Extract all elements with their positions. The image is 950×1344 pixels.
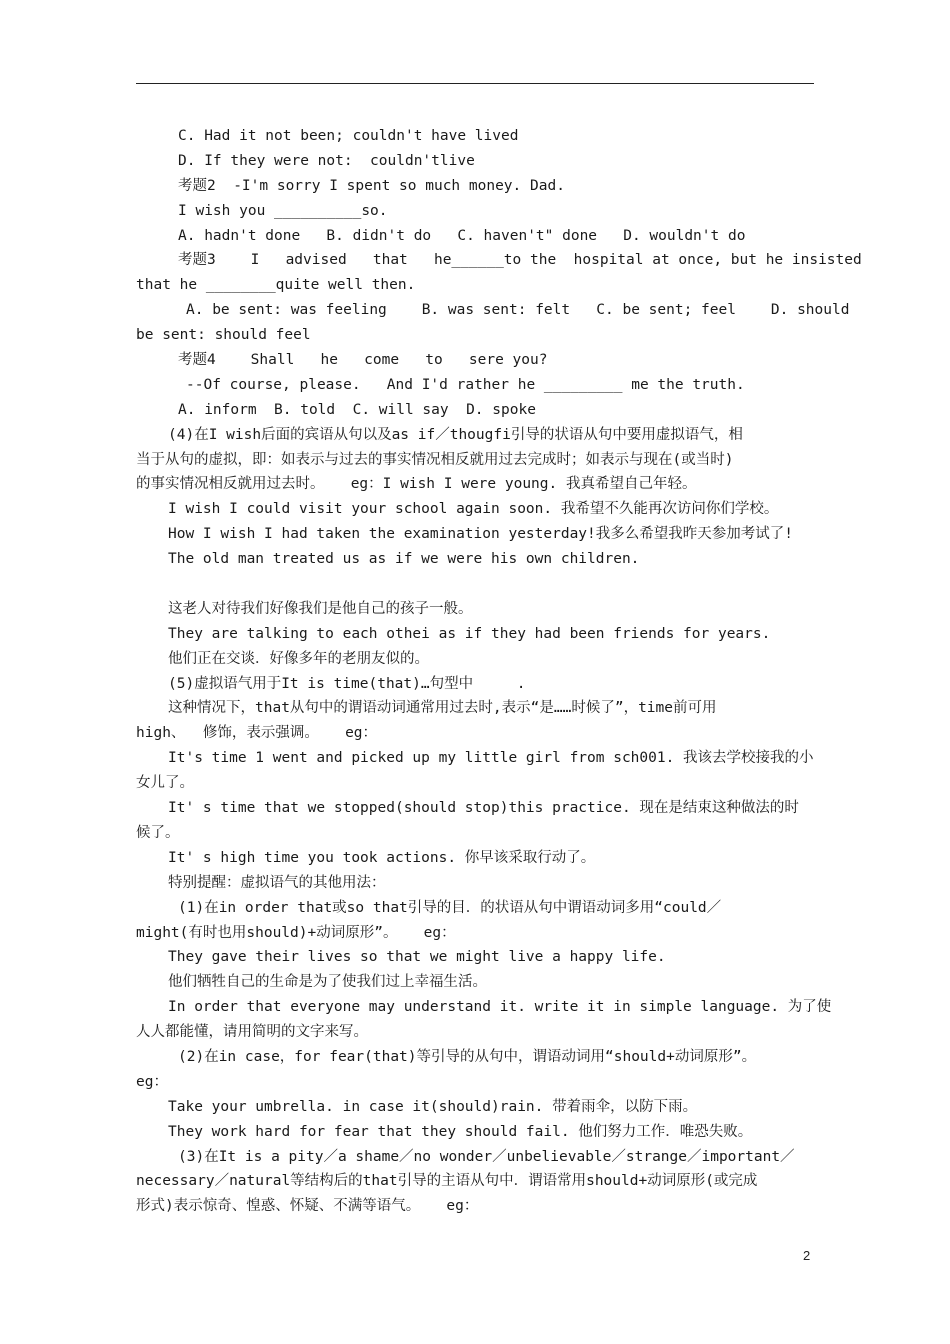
text-line: eg： <box>136 1073 168 1090</box>
text-line: Take your umbrella. in case it(should)rain. 带着雨伞，以防下雨。 <box>168 1098 698 1115</box>
text-line: They gave their lives so that we might live a happy life. <box>168 949 666 966</box>
document-body <box>136 124 862 1219</box>
text-line: might(有时也用should)+动词原形”。 eg： <box>136 924 456 941</box>
text-line: 当于从句的虚拟，即：如表示与过去的事实情况相反就用过去完成时；如表示与现在(或当时) <box>136 451 734 468</box>
text-line: A. hadn't done B. didn't do C. haven't" done D. wouldn't do <box>178 227 746 244</box>
text-line: 的事实情况相反就用过去时。 eg：I wish I were young. 我真希望自己年轻。 <box>136 476 697 493</box>
blank-line <box>136 572 814 597</box>
header-rule <box>136 83 814 84</box>
text-line: 考题4 Shall he come to sere you? <box>178 352 548 369</box>
text-line: 人人都能懂，请用简明的文字来写。 <box>136 1024 368 1041</box>
text-line: 考题3 I advised that he______to the hospital at once, but he insisted <box>178 252 862 269</box>
text-line: A. be sent: was feeling B. was sent: felt C. be sent; feel D. should <box>186 302 850 319</box>
text-line: that he ________quite well then. <box>136 277 416 294</box>
text-line: be sent: should feel <box>136 327 311 344</box>
text-line: (1)在in order that或so that引导的目．的状语从句中谓语动词多用“could／ <box>178 899 722 916</box>
text-line: In order that everyone may understand it. write it in simple language. 为了使 <box>168 999 832 1016</box>
text-line: 女儿了。 <box>136 775 194 792</box>
text-line: (2)在in case，for fear(that)等引导的从句中，谓语动词用“should+动词原形”。 <box>178 1048 757 1065</box>
text-line: D. If they were not: couldn'tlive <box>178 152 475 169</box>
text-line: 这种情况下，that从句中的谓语动词通常用过去时,表示“是……时候了”，time前可用 <box>168 700 717 717</box>
text-line: It' s time that we stopped(should stop)this practice. 现在是结束这种做法的时 <box>168 800 799 817</box>
text-line: A. inform B. told C. will say D. spoke <box>178 401 536 418</box>
text-line: C. Had it not been; couldn't have lived <box>178 128 519 144</box>
text-line: (4)在I wish后面的宾语从句以及as if／thougfi引导的状语从句中要用虚拟语气，相 <box>168 426 743 443</box>
text-line: They work hard for fear that they should fail. 他们努力工作．唯恐失败。 <box>168 1123 753 1140</box>
text-line: 这老人对待我们好像我们是他自己的孩子一般。 <box>168 600 473 617</box>
text-line: It' s high time you took actions. 你早该采取行动了。 <box>168 849 596 866</box>
text-line: They are talking to each othei as if they had been friends for years. <box>168 625 771 642</box>
text-line: high、 修饰，表示强调。 eg： <box>136 725 378 742</box>
text-line: It's time 1 went and picked up my little girl from sch001. 我该去学校接我的小 <box>168 750 814 767</box>
text-line: 特别提醒：虚拟语气的其他用法： <box>168 874 386 891</box>
text-line: necessary／natural等结构后的that引导的主语从句中．谓语常用should+动词原形(或完成 <box>136 1173 758 1190</box>
text-line: (5)虚拟语气用于It is time(that)…句型中 . <box>168 675 526 692</box>
text-line: 形式)表示惊奇、惶惑、怀疑、不满等语气。 eg： <box>136 1198 479 1215</box>
text-line: I wish you __________so. <box>178 202 388 219</box>
page-number: 2 <box>803 1248 811 1263</box>
text-line: 他们牺牲自己的生命是为了使我们过上幸福生活。 <box>168 974 487 991</box>
text-line: How I wish I had taken the examination yesterday!我多么希望我昨天参加考试了! <box>168 526 793 543</box>
text-line: The old man treated us as if we were his own children. <box>168 551 640 568</box>
text-line: --Of course, please. And I'd rather he _________ me the truth. <box>186 376 745 393</box>
text-line: 他们正在交谈．好像多年的老朋友似的。 <box>168 650 429 667</box>
text-line: 候了。 <box>136 824 180 841</box>
text-line: I wish I could visit your school again soon. 我希望不久能再次访问你们学校。 <box>168 501 779 518</box>
text-line: 考题2 -I'm sorry I spent so much money. Dad. <box>178 177 565 194</box>
text-line: (3)在It is a pity／a shame／no wonder／unbelievable／strange／important／ <box>178 1148 795 1165</box>
